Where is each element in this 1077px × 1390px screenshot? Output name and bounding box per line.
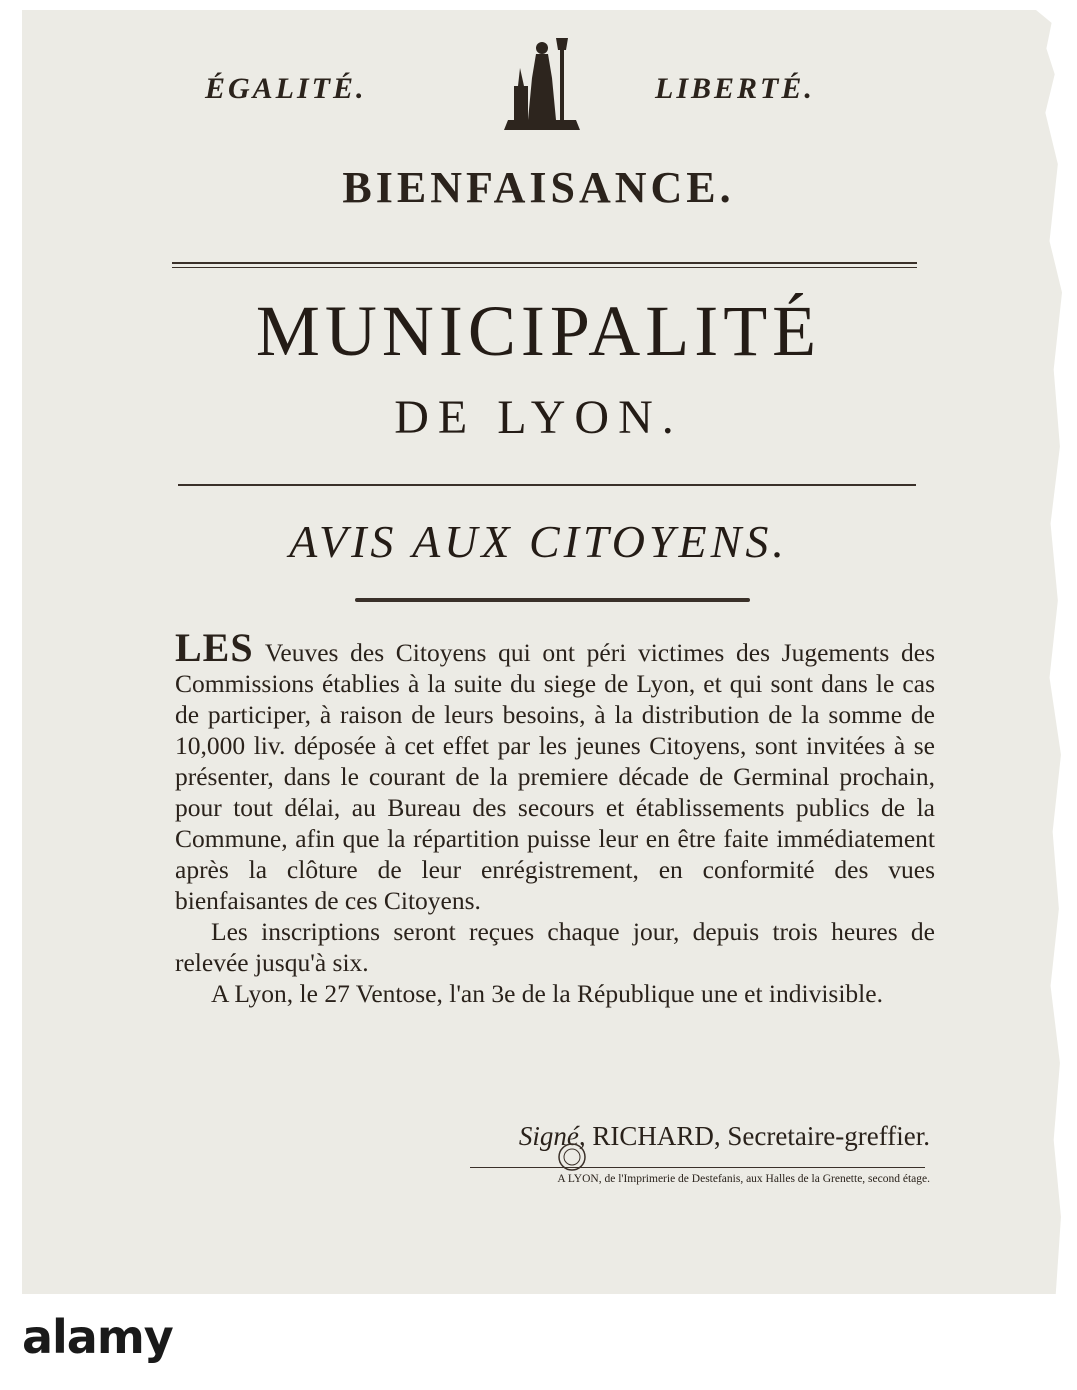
notice-body (175, 625, 935, 1009)
motto-egalite: ÉGALITÉ. (205, 72, 367, 105)
watermark-logo-text: alamy (22, 1310, 173, 1364)
signature-line (360, 1121, 930, 1152)
bienfaisance-heading: BIENFAISANCE. (342, 163, 735, 212)
signatory-name: RICHARD, (592, 1121, 721, 1151)
ornamental-rule-top-thin (172, 267, 917, 268)
de-lyon-heading: DE LYON. (394, 391, 683, 444)
paragraph-3: A Lyon, le 27 Ventose, l'an 3e de la République une et indivisible. (211, 979, 883, 1008)
paragraph-1-text: Veuves des Citoyens qui ont péri victimes des Jugements des Commissions établies à la suite du siege de Lyon, et qui sont dans le cas de participer, à raison de leurs besoins, à la distribution de la somme de 10,000 liv. déposée à cet effet par les jeunes Citoyens, sont invitées à se présenter, dans le courant de la premiere décade de Germinal prochain, pour tout délai, au Bureau des secours et établissements publics de la Commune, afin que la répartition puisse leur en être faite immédiatement après la clôture de leur enrégistrement, en conformité des vues bienfaisantes de ces Citoyens. (175, 638, 935, 915)
imprint-rule (470, 1167, 925, 1168)
motto-liberte: LIBERTÉ. (655, 72, 815, 105)
liberty-figure-emblem (500, 38, 584, 134)
ornamental-rule-top (172, 262, 917, 264)
divider-rule-thick (355, 598, 750, 602)
municipalite-heading: MUNICIPALITÉ (255, 291, 822, 371)
paragraph-2: Les inscriptions seront reçues chaque jour, depuis trois heures de relevée jusqu'à six. (175, 917, 935, 977)
avis-title: AVIS AUX CITOYENS. (289, 516, 788, 567)
drop-cap: LES (175, 625, 254, 670)
printer-imprint: A LYON, de l'Imprimerie de Destefanis, aux Halles de la Grenette, second étage. (557, 1173, 930, 1185)
paragraph-1 (175, 625, 935, 916)
signatory-role: Secretaire-greffier. (727, 1121, 930, 1151)
watermark-logo (22, 1310, 322, 1370)
divider-rule-middle (178, 484, 916, 486)
signe-label: Signé, (518, 1121, 586, 1151)
